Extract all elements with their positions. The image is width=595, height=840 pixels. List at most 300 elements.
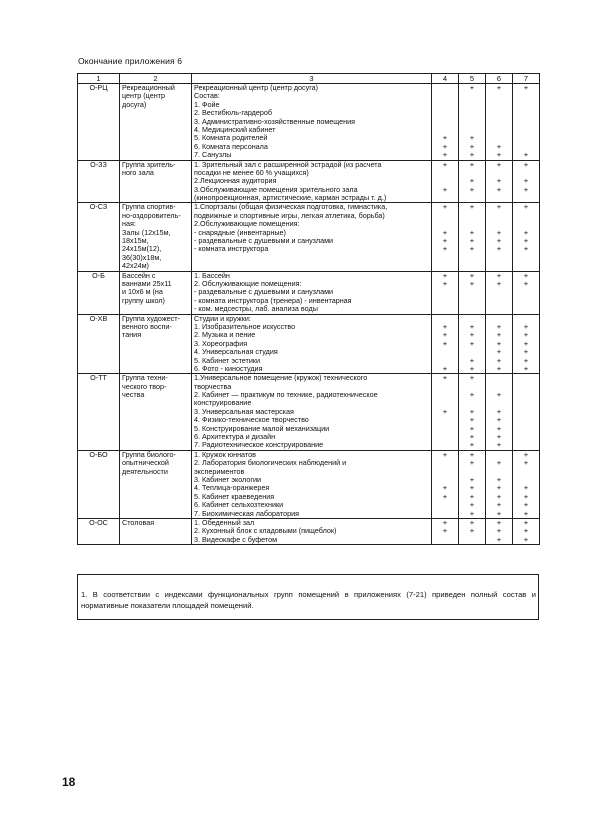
mark-cell (461, 536, 483, 544)
room-item: посадки не менее 60 % учащихся) (194, 167, 309, 177)
group-name-line: тания (122, 330, 142, 340)
mark-cell (515, 118, 537, 126)
mark-cell: + (496, 406, 502, 416)
mark-cell (434, 348, 456, 356)
room-item: 5. Кабинет краеведения (194, 491, 275, 501)
room-list (192, 518, 432, 544)
mark-cell (434, 254, 456, 262)
mark-cell: + (523, 526, 529, 536)
group-code: О-Б (78, 271, 120, 314)
mark-cell: + (469, 406, 475, 416)
mark-cell: + (469, 474, 475, 484)
room-list (192, 160, 432, 203)
mark-cell: + (523, 458, 529, 468)
room-item: 4. Универсальная студия (194, 347, 278, 357)
room-item: 5. Кабинет эстетики (194, 355, 261, 365)
mark-column-c5 (459, 203, 486, 271)
group-name-line: группу школ) (122, 295, 165, 305)
mark-cell: + (442, 330, 448, 340)
mark-cell: + (469, 432, 475, 442)
mark-column-c4 (432, 314, 459, 374)
mark-column-c6 (486, 84, 513, 161)
group-name-line: 42х24м) (122, 261, 149, 271)
mark-cell: + (496, 534, 502, 544)
mark-cell (461, 288, 483, 296)
mark-cell: + (442, 270, 448, 280)
room-item: 1. Изобразительное искусство (194, 321, 296, 331)
mark-cell (515, 425, 537, 433)
mark-column-c7 (513, 374, 540, 451)
mark-column-c7 (513, 84, 540, 161)
mark-cell: + (496, 500, 502, 510)
mark-cell (434, 101, 456, 109)
mark-cell: + (442, 406, 448, 416)
mark-cell (515, 391, 537, 399)
mark-column-c7 (513, 314, 540, 374)
mark-column-c6 (486, 160, 513, 203)
mark-cell: + (469, 390, 475, 400)
mark-cell: + (496, 458, 502, 468)
mark-cell (515, 194, 537, 202)
mark-cell: + (442, 133, 448, 143)
mark-cell: + (496, 415, 502, 425)
mark-cell: + (469, 458, 475, 468)
room-item: 7. Санузлы (194, 150, 232, 160)
room-item: 1.Универсальное помещение (кружок) технического (194, 373, 368, 383)
mark-cell (515, 374, 537, 382)
mark-cell (515, 126, 537, 134)
group-name (120, 374, 192, 451)
header-row (78, 74, 540, 84)
room-item: - раздевальные с душевыми и санузлами (194, 287, 334, 297)
group-name (120, 271, 192, 314)
mark-cell: + (469, 517, 475, 527)
mark-cell: + (523, 517, 529, 527)
room-item: 1. Бассейн (194, 270, 230, 280)
mark-cell: + (469, 150, 475, 160)
room-item: 2.Лекционная аудитория (194, 176, 277, 186)
mark-cell: + (523, 159, 529, 169)
mark-cell (434, 92, 456, 100)
room-item: 7. Радиотехническое конструирование (194, 440, 324, 450)
mark-cell: + (523, 347, 529, 357)
mark-cell: + (523, 449, 529, 459)
mark-cell: + (523, 330, 529, 340)
mark-cell (434, 416, 456, 424)
mark-cell: + (523, 227, 529, 237)
mark-cell: + (496, 474, 502, 484)
mark-cell (488, 109, 510, 117)
group-code: О-ЗЗ (78, 160, 120, 203)
mark-column-c5 (459, 271, 486, 314)
room-list (192, 314, 432, 374)
table-row (78, 271, 540, 314)
room-item (194, 262, 429, 270)
room-item: 4. Физико-техническое творчество (194, 415, 309, 425)
room-item: 4. Медицинский кабинет (194, 124, 276, 134)
mark-column-c6 (486, 450, 513, 518)
mark-cell (461, 118, 483, 126)
mark-cell (434, 194, 456, 202)
mark-column-c7 (513, 518, 540, 544)
room-list (192, 374, 432, 451)
room-item: конструирование (194, 398, 252, 408)
mark-cell: + (469, 184, 475, 194)
group-name-line: Группа техни- (122, 373, 168, 383)
room-list (192, 203, 432, 271)
mark-cell: + (442, 517, 448, 527)
group-name-line: венного воспи- (122, 321, 172, 331)
table-row (78, 84, 540, 161)
mark-column-c4 (432, 271, 459, 314)
mark-column-c4 (432, 203, 459, 271)
group-name-line: Залы (12х15м, (122, 227, 171, 237)
room-item: 2. Кабинет — практикум по технике, радиотехническое (194, 390, 378, 400)
mark-cell (488, 254, 510, 262)
group-name-line: досуга) (122, 99, 147, 109)
mark-cell: + (469, 363, 475, 373)
mark-cell (434, 536, 456, 544)
mark-cell (515, 441, 537, 449)
mark-cell: + (442, 491, 448, 501)
mark-cell: + (523, 150, 529, 160)
mark-cell (515, 433, 537, 441)
mark-cell (434, 391, 456, 399)
mark-cell: + (496, 83, 502, 92)
mark-cell (488, 305, 510, 313)
room-item (194, 254, 429, 262)
mark-cell: + (523, 500, 529, 510)
table-row (78, 160, 540, 203)
mark-cell (488, 374, 510, 382)
page-number: 18 (62, 775, 76, 789)
room-item: 2. Вестибюль-гардероб (194, 108, 272, 118)
mark-cell (461, 297, 483, 305)
mark-column-c5 (459, 84, 486, 161)
group-code: О-СЗ (78, 203, 120, 271)
mark-cell: + (469, 491, 475, 501)
header-cell: 5 (459, 74, 486, 84)
mark-cell (434, 169, 456, 177)
mark-cell: + (442, 184, 448, 194)
mark-column-c6 (486, 271, 513, 314)
mark-cell: + (442, 159, 448, 169)
mark-cell (488, 194, 510, 202)
mark-cell: + (496, 517, 502, 527)
mark-cell (488, 92, 510, 100)
mark-cell: + (496, 227, 502, 237)
mark-cell (434, 305, 456, 313)
room-item: Студии и кружки: (194, 313, 251, 323)
mark-cell (515, 399, 537, 407)
table-row (78, 518, 540, 544)
mark-cell: + (496, 330, 502, 340)
mark-cell: + (469, 244, 475, 254)
mark-cell: + (523, 363, 529, 373)
mark-cell (461, 194, 483, 202)
table-row (78, 374, 540, 451)
mark-cell: + (442, 227, 448, 237)
header-cell: 2 (120, 74, 192, 84)
group-name-line: опытнической (122, 458, 169, 468)
mark-cell (515, 262, 537, 270)
mark-cell (515, 305, 537, 313)
mark-cell: + (469, 415, 475, 425)
room-list (192, 271, 432, 314)
group-name (120, 314, 192, 374)
mark-cell: + (496, 236, 502, 246)
mark-cell (488, 262, 510, 270)
mark-cell: + (496, 202, 502, 212)
room-item: 3. Кабинет экологии (194, 474, 261, 484)
room-item: 3.Обслуживающие помещения зрительного зала (194, 184, 358, 194)
group-name (120, 450, 192, 518)
mark-cell: + (496, 483, 502, 493)
room-item: 5. Конструирование малой механизации (194, 423, 330, 433)
mark-cell (434, 425, 456, 433)
mark-cell (461, 262, 483, 270)
header-cell: 3 (192, 74, 432, 84)
mark-cell (461, 109, 483, 117)
room-item: 2. Кухонный блок с кладовыми (пищеблок) (194, 526, 337, 536)
group-name (120, 84, 192, 161)
mark-column-c7 (513, 271, 540, 314)
mark-cell (515, 408, 537, 416)
mark-cell (434, 262, 456, 270)
group-code: О-РЦ (78, 84, 120, 161)
room-item: Рекреационный центр (центр досуга) (194, 83, 319, 92)
group-name-line: и 10х6 м (на (122, 287, 163, 297)
mark-cell: + (523, 483, 529, 493)
mark-cell (515, 468, 537, 476)
mark-column-c4 (432, 160, 459, 203)
room-list (192, 84, 432, 161)
mark-column-c4 (432, 374, 459, 451)
room-item: Состав: (194, 91, 220, 101)
header-cell: 6 (486, 74, 513, 84)
mark-cell (488, 212, 510, 220)
group-name-line: 36(30)х18м, (122, 252, 162, 262)
mark-cell: + (469, 227, 475, 237)
mark-cell: + (469, 330, 475, 340)
mark-cell: + (523, 176, 529, 186)
room-item: (кинопроекционная, артистические, карман эстрады т. д.) (194, 193, 387, 203)
mark-cell: + (469, 159, 475, 169)
mark-cell: + (496, 491, 502, 501)
group-name-line: Столовая (122, 517, 155, 527)
mark-cell: + (496, 432, 502, 442)
room-item: 6. Архитектура и дизайн (194, 432, 276, 442)
room-item: 1. Обеденный зал (194, 517, 255, 527)
mark-cell: + (469, 202, 475, 212)
mark-column-c7 (513, 450, 540, 518)
table-row (78, 203, 540, 271)
mark-column-c5 (459, 374, 486, 451)
mark-cell (488, 297, 510, 305)
mark-cell (461, 101, 483, 109)
mark-cell (434, 510, 456, 518)
mark-cell (434, 383, 456, 391)
mark-cell: + (496, 176, 502, 186)
group-name-line: Группа художест- (122, 313, 180, 323)
group-name-line: Группа зритель- (122, 159, 176, 169)
room-item: 1. Фойе (194, 99, 220, 109)
mark-cell (434, 441, 456, 449)
room-item: экспериментов (194, 466, 245, 476)
mark-cell: + (469, 83, 475, 92)
mark-column-c5 (459, 314, 486, 374)
mark-cell: + (496, 347, 502, 357)
mark-cell (461, 212, 483, 220)
group-name-line: деятельности (122, 466, 168, 476)
mark-cell: + (523, 338, 529, 348)
room-item: 3. Хореография (194, 338, 248, 348)
mark-cell (515, 254, 537, 262)
room-item: 2. Музыка и пение (194, 330, 256, 340)
group-name-line: ная: (122, 219, 136, 229)
group-code: О-ОС (78, 518, 120, 544)
rooms-table (77, 73, 540, 545)
group-name (120, 203, 192, 271)
mark-column-c6 (486, 314, 513, 374)
mark-cell: + (442, 373, 448, 383)
mark-cell: + (496, 270, 502, 280)
mark-cell (515, 383, 537, 391)
footnote: 1. В соответствии с индексами функциональных групп помещений в приложениях (7-21) приведен полный состав и нормативные показатели площадей помещений. (77, 574, 539, 620)
mark-cell: + (442, 278, 448, 288)
mark-cell (434, 297, 456, 305)
mark-cell: + (496, 159, 502, 169)
mark-cell: + (469, 133, 475, 143)
mark-cell (515, 109, 537, 117)
mark-cell: + (442, 483, 448, 493)
group-name-line: ного зала (122, 167, 154, 177)
mark-column-c6 (486, 203, 513, 271)
mark-cell: + (469, 440, 475, 450)
room-item: - ком. медсестры, лаб. анализа воды (194, 304, 318, 314)
mark-cell (434, 501, 456, 509)
mark-cell: + (469, 508, 475, 518)
mark-column-c4 (432, 84, 459, 161)
header-cell: 1 (78, 74, 120, 84)
mark-cell: + (523, 491, 529, 501)
mark-column-c6 (486, 518, 513, 544)
mark-cell (515, 416, 537, 424)
mark-cell: + (496, 526, 502, 536)
room-item: - комната инструктора (194, 244, 269, 254)
mark-cell (515, 134, 537, 142)
header-cell: 4 (432, 74, 459, 84)
mark-cell: + (496, 423, 502, 433)
group-name-line: 24х15м(12), (122, 244, 162, 254)
room-item: 1. Кружок юннатов (194, 449, 256, 459)
mark-cell (434, 288, 456, 296)
caption: Окончание приложения 6 (78, 56, 183, 66)
mark-column-c6 (486, 374, 513, 451)
mark-cell: + (469, 236, 475, 246)
mark-cell: + (496, 244, 502, 254)
room-list (192, 450, 432, 518)
room-item: 2. Лаборатория биологических наблюдений и (194, 458, 347, 468)
room-item: 1. Зрительный зал с расширенной эстрадой (из расчета (194, 159, 382, 169)
mark-cell: + (523, 534, 529, 544)
room-item: - снарядные (инвентарные) (194, 227, 286, 237)
mark-cell: + (523, 202, 529, 212)
mark-column-c7 (513, 160, 540, 203)
mark-cell: + (469, 141, 475, 151)
mark-cell (434, 459, 456, 467)
group-name-line: 18х15м, (122, 236, 149, 246)
mark-cell (515, 212, 537, 220)
table-row (78, 450, 540, 518)
mark-cell: + (442, 150, 448, 160)
mark-cell (515, 288, 537, 296)
group-name-line: Группа биолого- (122, 449, 176, 459)
mark-column-c5 (459, 450, 486, 518)
mark-cell (434, 433, 456, 441)
group-name-line: центр (центр (122, 91, 165, 101)
mark-cell: + (523, 184, 529, 194)
mark-cell: + (469, 321, 475, 331)
mark-cell (515, 92, 537, 100)
mark-cell: + (442, 321, 448, 331)
room-item: 1.Спортзалы (общая физическая подготовка, гимнастика, (194, 202, 388, 212)
mark-cell (515, 297, 537, 305)
mark-cell: + (523, 270, 529, 280)
mark-cell: + (523, 508, 529, 518)
group-name-line: ваннами 25х11 (122, 278, 172, 288)
mark-cell: + (523, 355, 529, 365)
group-name (120, 160, 192, 203)
room-item: 3. Административно-хозяйственные помещения (194, 116, 356, 126)
mark-cell: + (469, 373, 475, 383)
mark-cell: + (496, 150, 502, 160)
room-item: 7. Биохимическая лаборатория (194, 508, 299, 518)
mark-cell (461, 92, 483, 100)
mark-cell: + (469, 423, 475, 433)
mark-cell: + (496, 278, 502, 288)
room-item: 4. Теплица-оранжерея (194, 483, 270, 493)
mark-cell (434, 118, 456, 126)
header-cell: 7 (513, 74, 540, 84)
mark-cell: + (469, 500, 475, 510)
room-item: творчества (194, 381, 232, 391)
mark-cell (488, 126, 510, 134)
mark-cell: + (442, 244, 448, 254)
mark-column-c4 (432, 518, 459, 544)
mark-cell: + (469, 355, 475, 365)
mark-cell: + (442, 141, 448, 151)
mark-cell (434, 84, 456, 92)
group-code: О-БО (78, 450, 120, 518)
mark-cell: + (496, 508, 502, 518)
mark-cell: + (469, 526, 475, 536)
room-item: 6. Фото - киностудия (194, 363, 263, 373)
room-item: подвижные и спортивные игры, легкая атлетика, борьба) (194, 210, 385, 220)
mark-cell: + (469, 278, 475, 288)
room-item: - раздевальные с душевыми и санузлами (194, 236, 334, 246)
group-code: О-ТТ (78, 374, 120, 451)
mark-column-c5 (459, 160, 486, 203)
room-item: 6. Кабинет сельхозтехники (194, 500, 284, 510)
mark-cell: + (496, 184, 502, 194)
group-name-line: ческого твор- (122, 381, 167, 391)
mark-cell (434, 109, 456, 117)
mark-cell: + (496, 321, 502, 331)
mark-cell: + (442, 338, 448, 348)
mark-cell: + (442, 202, 448, 212)
room-item: 3. Универсальная мастерская (194, 406, 294, 416)
